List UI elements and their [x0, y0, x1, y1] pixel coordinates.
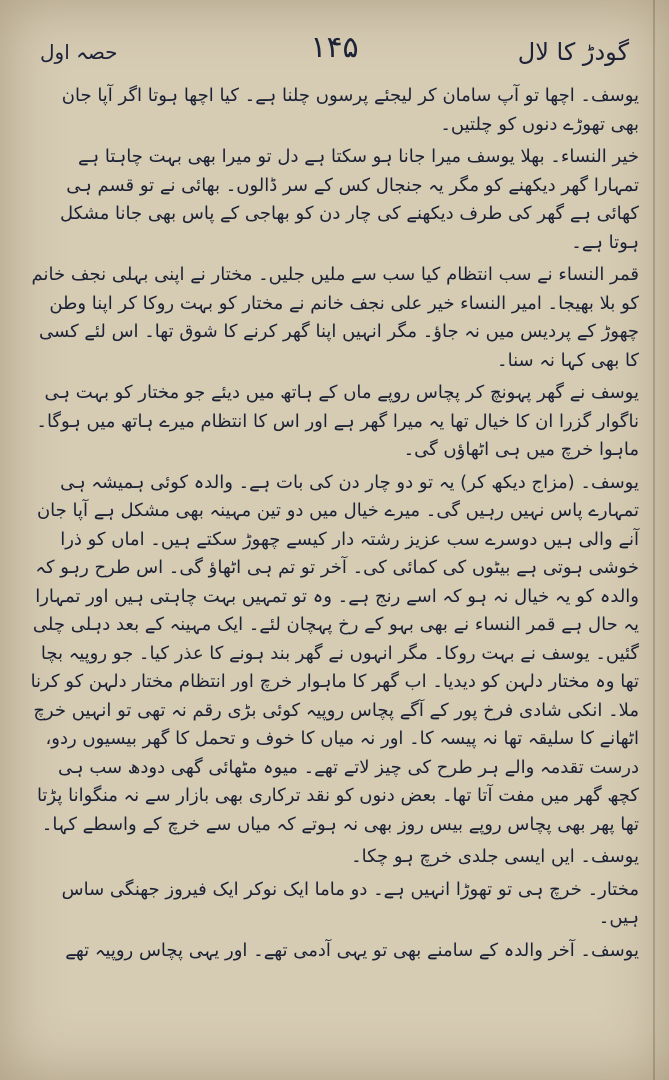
paragraph: خیر النساء۔ بھلا یوسف میرا جانا ہو سکتا ہے دل تو میرا بھی بہت چاہتا ہے تمہارا گھر دیکھنے کو مگر یہ جنجال کس کے سر ڈالوں۔ بھائی نے تو قسم ہی کھائی ہے گھر کی طرف دیکھنے کی چار دن کو بھاجی کے پاس بھی جانا مشکل ہوتا ہے۔ [54, 146, 639, 253]
paragraph: یوسف نے گھر پہونچ کر پچاس روپے ماں کے ہاتھ میں دیئے جو مختار کو بہت ہی ناگوار گزرا ان کا خیال تھا یہ میرا گھر ہے اور اس کا انتظام میرے ہاتھ میں ہوگا۔ ماہوا خرچ میں ہی اٹھاؤں گی۔ [30, 382, 639, 460]
paragraph: مختار۔ خرچ ہی تو تھوڑا انہیں ہے۔ دو ماما ایک نوکر ایک فیروز جھنگی ساس ہیں۔ [55, 878, 639, 928]
page-fold-shadow [653, 0, 655, 1080]
paragraph: قمر النساء نے سب انتظام کیا سب سے ملیں جلیں۔ مختار نے اپنی بہلی نجف خانم کو بلا بھیجا۔ امیر النساء خیر علی نجف خانم نے مختار کو بہت روکا کر اپنا وطن چھوڑ کے پردیس میں نہ جاؤ۔ مگر انہیں اپنا گھر کرنے کا شوق تھا۔ اس لئے کسی کا بھی کہا نہ سنا۔ [25, 264, 639, 371]
volume-label: حصہ اول [40, 40, 118, 64]
page-number: ۱۴۵ [310, 30, 359, 65]
paragraph: یوسف۔ ایں ایسی جلدی خرچ ہو چکا۔ [351, 846, 639, 867]
paragraph: یوسف۔ اچھا تو آپ سامان کر لیجئے پرسوں چلنا ہے۔ کیا اچھا ہوتا اگر آپا جان بھی تھوڑے دنوں کو چلتیں۔ [56, 85, 639, 135]
book-title: گودڑ کا لال [517, 38, 629, 66]
paragraph: یوسف۔ (مزاج دیکھ کر) یہ تو دو چار دن کی بات ہے۔ والدہ کوئی ہمیشہ ہی تمہارے پاس نہیں رہیں گی۔ میرے خیال میں دو تین مہینہ بھی مشکل ہے آپا جان آنے والی ہیں دوسرے سب عزیز رشتہ دار کیسے چھوڑ سکتے ہیں۔ اماں کو ذرا خوشی ہوتی ہے بیٹوں کی کمائی کی۔ آخر تو تم ہی اٹھاؤ گی۔ اس طرح رہو کہ والدہ کو یہ خیال نہ ہو کہ اسے رنج ہے۔ وہ تو تمہیں بہت چاہتی ہیں اور تمہارا یہ حال ہے قمر النساء نے بھی بہو کے رخ پہچان لئے۔ ایک مہینہ کے بعد دہلی چلی گئیں۔ یوسف نے بہت روکا۔ مگر انہوں نے گھر بند ہونے کا عذر کیا۔ جو روپیہ بچا تھا وہ مختار دلہن کو دیدیا۔ اب گھر کا ماہوار خرچ اور انتظام مختار دلہن کو کرنا ملا۔ انکی شادی فرخ پور کے آگے پچاس روپیہ کوئی بڑی رقم نہ تھی تو انہیں خرچ اٹھانے کا سلیقہ تھا نہ پیسہ کا۔ اور نہ میاں کا خوف و تحمل کا گھر بیسیوں ردو، درست تقدمہ والے ہر طرح کی چیز لاتے تھے۔ میوہ مٹھائی گھی دودھ سب ہی کچھ گھر میں مفت آتا تھا۔ بعض دنوں کو نقد ترکاری بھی بازار سے نہ منگوانا پڑتا تھا پھر بھی پچاس روپے بیس روز بھی نہ ہوتے کہ میاں سے خرچ کے واسطے کہا۔ [24, 471, 639, 835]
page-body [24, 82, 639, 1050]
paragraph: یوسف۔ آخر والدہ کے سامنے بھی تو یہی آدمی تھے۔ اور یہی پچاس روپیہ تھے [65, 939, 639, 961]
page-header [40, 30, 629, 74]
